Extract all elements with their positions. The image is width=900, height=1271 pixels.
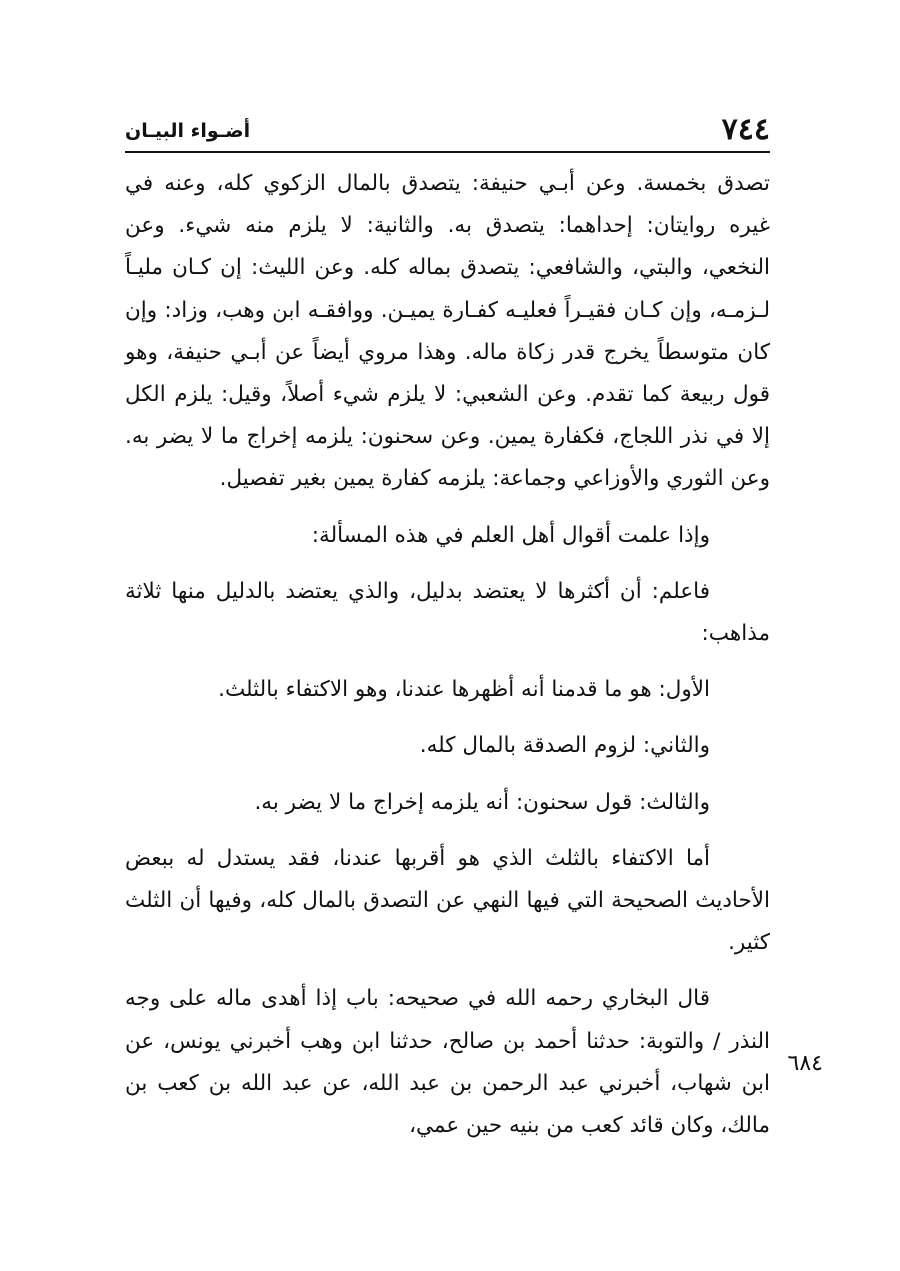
paragraph-evidence: أما الاكتفاء بالثلث الذي هو أقربها عندنا، فقد يستدل له ببعض الأحاديث الصحيحة التي فيها النهي عن التصدق بالمال كله، وفيها أن الثلث كثير. <box>125 845 770 956</box>
list-item-second: والثاني: لزوم الصدقة بالمال كله. <box>419 733 710 759</box>
list-item-first: الأول: هو ما قدمنا أنه أظهرها عندنا، وهو الاكتفاء بالثلث. <box>218 677 710 703</box>
paragraph-opinions: تصدق بخمسة. وعن أبـي حنيفة: يتصدق بالمال الزكوي كله، وعنه في غيره روايتان: إحداهما: يتصدق به. والثانية: لا يلزم منه شيء. وعن النخعي، والبتي، والشافعي: يتصدق بماله كله. وعن الليث: إن كـان مليـاً لـزمـه، وإن كـان فقيـراً فعليـه كفـارة يميـن. ووافقـه ابن وهب، وزاد: وإن كان متوسطاً يخرج قدر زكاة ماله. وهذا مروي أيضاً عن أبـي حنيفة، وهو قول ربيعة كما تقدم. وعن الشعبي: لا يلزم شيء أصلاً، وقيل: يلزم الكل إلا في نذر اللجاج، فكفارة يمين. وعن سحنون: يلزمه إخراج ما لا يضر به. وعن الثوري والأوزاعي وجماعة: يلزمه كفارة يمين بغير تفصيل. <box>125 171 770 492</box>
page-body <box>125 163 770 1147</box>
paragraph-transition: وإذا علمت أقوال أهل العلم في هذه المسألة: <box>311 522 710 548</box>
header-divider <box>125 151 770 153</box>
margin-page-reference: ٦٨٤ <box>787 1051 823 1076</box>
book-title: أضـواء البيـان <box>125 120 251 142</box>
paragraph-conclusion: فاعلم: أن أكثرها لا يعتضد بدليل، والذي يعتضد بالدليل منها ثلاثة مذاهب: <box>125 578 770 647</box>
list-item-third: والثالث: قول سحنون: أنه يلزمه إخراج ما لا يضر به. <box>254 789 710 815</box>
running-header <box>125 112 770 148</box>
page-number: ٧٤٤ <box>721 112 770 147</box>
paragraph-hadith: قال البخاري رحمه الله في صحيحه: باب إذا أهدى ماله على وجه النذر / والتوبة: حدثنا أحمد بن صالح، حدثنا ابن وهب أخبرني يونس، عن ابن شهاب، أخبرني عبد الرحمن بن عبد الله، عن عبد الله بن كعب بن مالك، وكان قائد كعب من بنيه حين عمي، <box>125 986 770 1139</box>
